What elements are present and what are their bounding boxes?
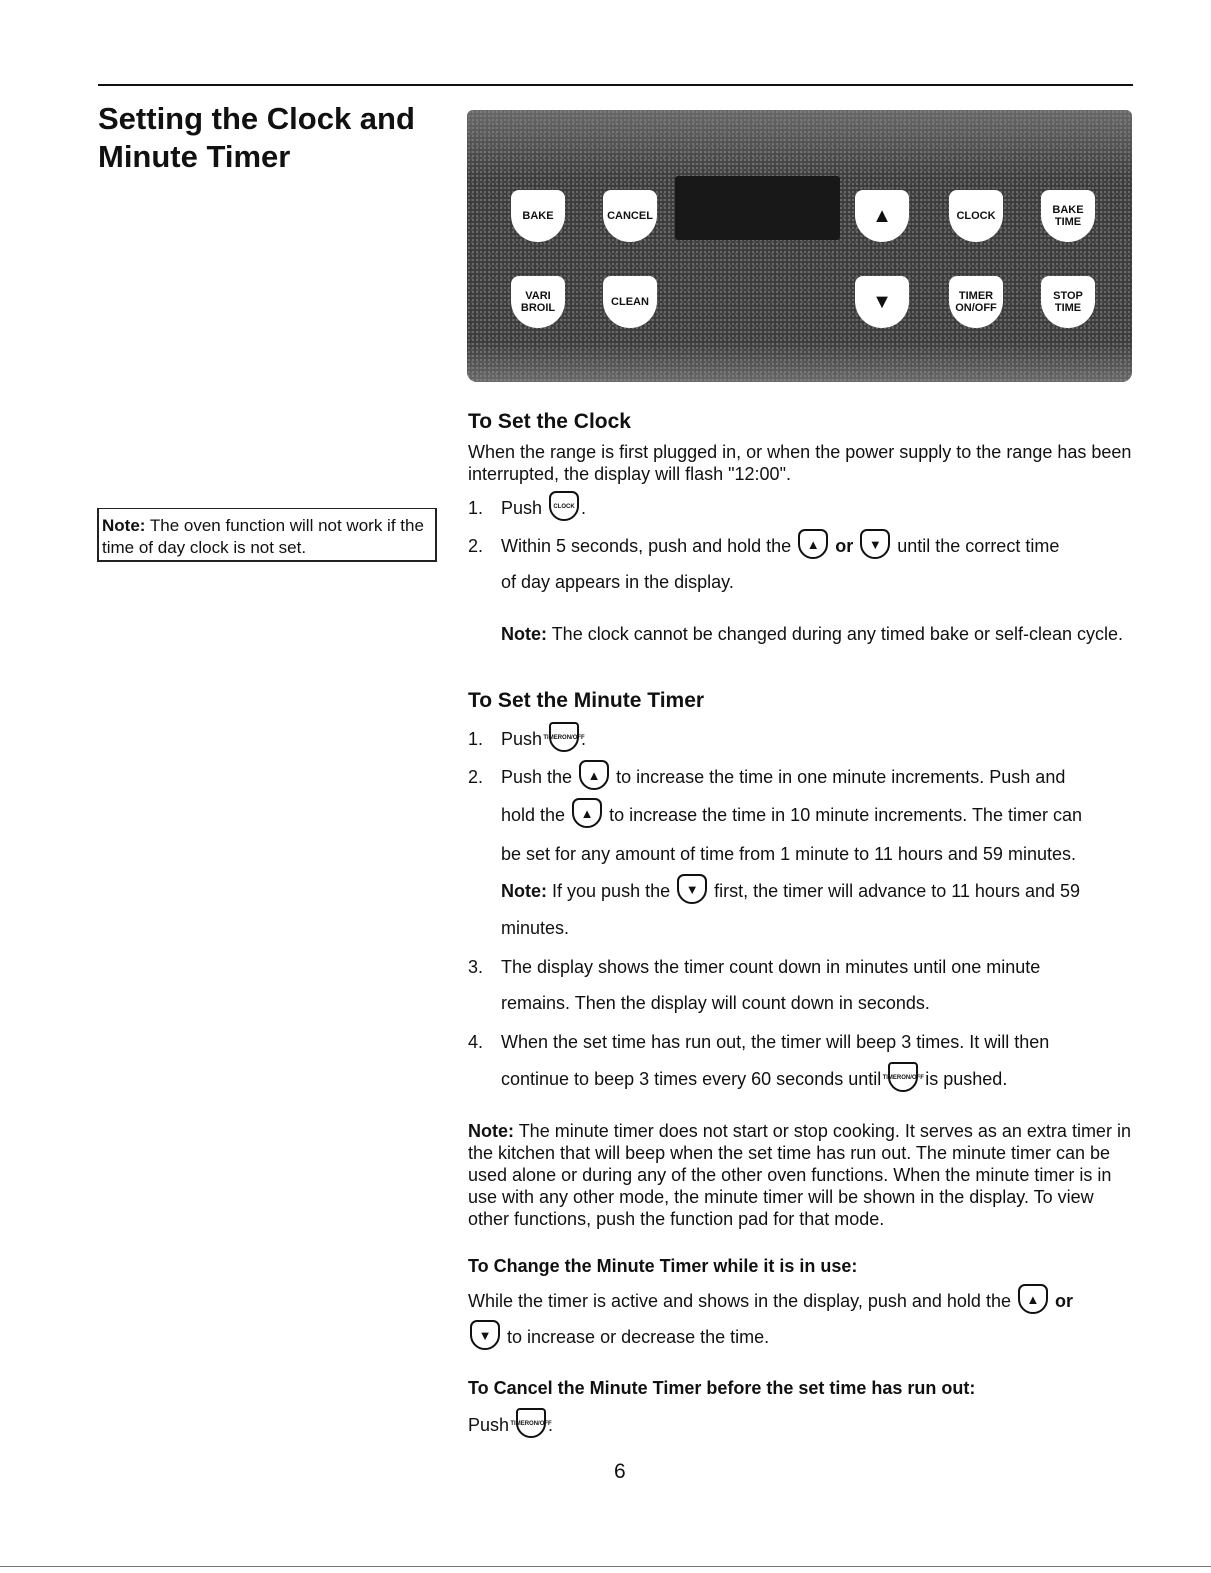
minute-timer-note: Note: The minute timer does not start or stop cooking. It serves as an extra timer in the kitchen that will beep when the set time has run out. The minute timer can be used alone or during any of the other oven functions. When the minute timer is in use with any other mode, the minute timer will be shown in the display. To view other functions, push the function pad for that mode. xyxy=(468,1121,1131,1229)
timer-step3-line2: remains. Then the display will count down in seconds. xyxy=(501,993,930,1013)
panel-bake-time-pad: BAKE TIME xyxy=(1041,190,1095,242)
control-panel-illustration xyxy=(467,110,1132,382)
change-timer-heading: To Change the Minute Timer while it is in use: xyxy=(468,1256,858,1276)
side-note-box xyxy=(97,508,437,562)
down-arrow-pad-icon: ▼ xyxy=(860,529,890,559)
clock-step2: Within 5 seconds, push and hold the ▲ or ▼ until the correct time xyxy=(501,535,1141,559)
timer-step2-note: Note: If you push the ▼ first, the timer will advance to 11 hours and 59 xyxy=(501,880,1141,904)
side-note-label: Note: xyxy=(102,516,146,535)
panel-cancel-pad: CANCEL xyxy=(603,190,657,242)
timer-step4-line2: continue to beep 3 times every 60 seconds until TIMER ON/OFF is pushed. xyxy=(501,1068,1141,1092)
page-number: 6 xyxy=(614,1460,626,1483)
timer-step4-line1: When the set time has run out, the timer will beep 3 times. It will then xyxy=(501,1032,1050,1052)
timer-step4-number: 4. xyxy=(468,1032,484,1052)
up-arrow-pad-icon: ▲ xyxy=(572,798,602,828)
clock-step1-number: 1. xyxy=(468,498,484,518)
panel-display-window xyxy=(675,176,840,240)
cancel-timer-line: Push TIMER ON/OFF . xyxy=(468,1414,553,1438)
timer-step2-number: 2. xyxy=(468,767,484,787)
down-arrow-pad-icon: ▼ xyxy=(470,1320,500,1350)
panel-vari-broil-pad: VARI BROIL xyxy=(511,276,565,328)
side-note-text: The oven function will not work if the time of day clock is not set. xyxy=(102,516,424,557)
panel-clock-pad: CLOCK xyxy=(949,190,1003,242)
down-arrow-pad-icon: ▼ xyxy=(677,874,707,904)
timer-step3-line1: The display shows the timer count down in minutes until one minute xyxy=(501,957,1041,977)
timer-step2-note-continued: minutes. xyxy=(501,918,570,938)
panel-down-arrow-pad: ▼ xyxy=(855,276,909,328)
panel-timer-on-off-pad: TIMER ON/OFF xyxy=(949,276,1003,328)
up-arrow-pad-icon: ▲ xyxy=(579,760,609,790)
timer-step3-number: 3. xyxy=(468,957,484,977)
timer-step2-line2: hold the ▲ to increase the time in 10 minute increments. The timer can xyxy=(501,804,1141,828)
panel-stop-time-pad: STOP TIME xyxy=(1041,276,1095,328)
clock-pad-icon: CLOCK xyxy=(549,491,579,521)
clock-step2-continued: of day appears in the display. xyxy=(501,572,734,592)
clock-note: Note: The clock cannot be changed during any timed bake or self-clean cycle. xyxy=(501,624,1124,644)
timer-step2-line1: Push the ▲ to increase the time in one minute increments. Push and xyxy=(501,766,1141,790)
timer-pad-icon: TIMER ON/OFF xyxy=(888,1062,918,1092)
change-timer-line2: ▼ to increase or decrease the time. xyxy=(468,1326,769,1350)
page-title: Setting the Clock and Minute Timer xyxy=(98,101,415,174)
panel-clean-pad: CLEAN xyxy=(603,276,657,328)
set-timer-heading: To Set the Minute Timer xyxy=(468,689,705,712)
clock-step2-number: 2. xyxy=(468,536,484,556)
set-clock-intro: When the range is first plugged in, or when the power supply to the range has been interrupted, the display will flash "12:00". xyxy=(468,442,1132,484)
timer-step2-line3: be set for any amount of time from 1 minute to 11 hours and 59 minutes. xyxy=(501,844,1076,864)
panel-bake-pad: BAKE xyxy=(511,190,565,242)
timer-step1: Push TIMER ON/OFF . xyxy=(501,728,586,752)
change-timer-line1: While the timer is active and shows in the display, push and hold the ▲ or xyxy=(468,1290,1138,1314)
set-clock-heading: To Set the Clock xyxy=(468,410,631,433)
timer-pad-icon: TIMER ON/OFF xyxy=(516,1408,546,1438)
up-arrow-pad-icon: ▲ xyxy=(1018,1284,1048,1314)
timer-step1-number: 1. xyxy=(468,729,484,749)
clock-step1: Push CLOCK . xyxy=(501,497,586,521)
up-arrow-pad-icon: ▲ xyxy=(798,529,828,559)
timer-pad-icon: TIMER ON/OFF xyxy=(549,722,579,752)
bottom-rule xyxy=(0,1566,1211,1567)
panel-up-arrow-pad: ▲ xyxy=(855,190,909,242)
cancel-timer-heading: To Cancel the Minute Timer before the set time has run out: xyxy=(468,1378,976,1398)
top-rule xyxy=(98,84,1133,86)
